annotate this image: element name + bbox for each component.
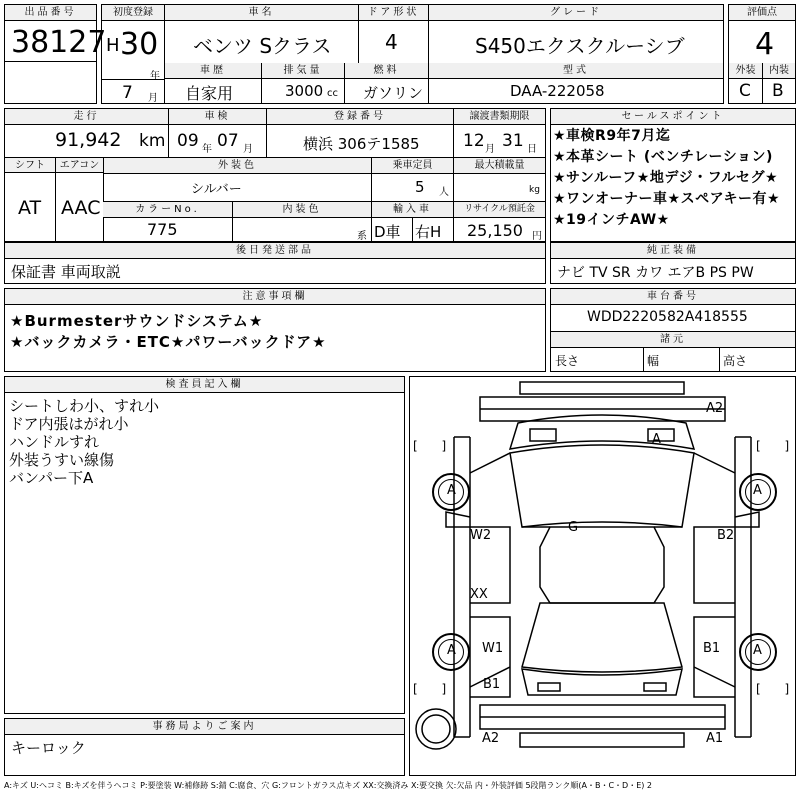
car-name: ベンツ Sクラス [193,34,332,58]
damage-right-rear-fender: B1 [703,641,721,656]
chassis-number: WDD2220582A418555 [587,309,748,325]
damage-hood: A [652,432,661,447]
note-line: ★バックカメラ・ETC★パワーバックドア★ [10,333,327,351]
displacement: 3000 [285,82,324,100]
int-color-unit: 系 [357,231,367,242]
transfer-day-unit: 日 [527,144,537,155]
sales-points-label: セールスポイント [551,109,795,125]
grade-label: グレード [428,5,723,21]
shift-label: シフト [5,158,55,173]
load-unit: kg [529,185,540,195]
damage-wheel-rear-right: A [753,643,762,658]
inspection-month-unit: 月 [243,144,253,155]
sales-point-line: ★本革シート (ベンチレーション) [553,149,773,165]
car-diagram [410,377,795,775]
plate-label: 登録番号 [266,109,453,125]
bracket-right-bottom: [ ] [756,682,800,696]
office-box [4,718,405,776]
inspector-box [4,376,405,714]
inspector-note: シートしわ小、すれ小 [9,397,160,415]
transfer-month-unit: 月 [485,144,495,155]
year-suffix: 年 [150,71,160,82]
recycle-unit: 円 [532,231,542,242]
car-diagram-box [409,376,800,776]
recycle-amount: 25,150 [467,221,523,240]
notes-label: 注意事項欄 [5,289,545,305]
int-grade: B [772,81,784,101]
parts-box [4,242,546,284]
equipment-label: 純正装備 [551,243,795,259]
chassis-box [550,288,796,372]
damage-front-bumper: A2 [706,401,724,416]
ext-grade: C [739,81,751,101]
parts-value: 保証書 車両取説 [11,263,121,281]
inspection-year: 09 [177,131,199,151]
sales-point-line: ★19インチAW★ [553,212,670,228]
inspector-note: ハンドルすれ [9,433,100,451]
fuel: ガソリン [363,84,424,102]
load-label: 最大積載量 [453,158,545,174]
door-count: 4 [385,30,398,54]
capacity: 5 [415,178,425,196]
month-suffix: 月 [148,93,158,104]
length-label: 長さ [555,354,580,368]
mileage: 91,942 [55,129,122,151]
damage-left-front-door: W2 [470,528,492,543]
sales-point-line: ★ワンオーナー車★スペアキー有★ [553,191,781,207]
first-registration-box [101,4,165,104]
damage-rear-bumper-right: A1 [706,731,724,746]
height-label: 高さ [723,354,748,368]
mileage-label: 走行 [5,109,168,125]
inspector-note: 外装うすい線傷 [9,451,115,469]
bracket-left-top: [ ] [413,439,457,453]
spec-label: 諸元 [551,332,795,348]
transfer-month: 12 [463,131,485,151]
inspection-year-unit: 年 [202,144,212,155]
fuel-label: 燃料 [344,63,428,79]
color-no: 775 [147,220,178,239]
note-line: ★Burmesterサウンドシステム★ [10,312,264,330]
transfer-day: 31 [502,131,524,151]
first-registration-label: 初度登録 [102,5,164,21]
damage-left-rear-quarter: B1 [483,677,501,692]
parts-label: 後日発送部品 [5,243,545,259]
equipment-value: ナビ TV SR カワ エアB PS PW [557,265,754,281]
history: 自家用 [185,84,234,103]
score-box [728,4,796,104]
import-side: 右H [415,223,442,241]
damage-wheel-rear-left: A [447,643,456,658]
sales-points-box [550,108,796,242]
displacement-label: 排気量 [261,63,344,79]
notes-list [10,311,327,353]
inspector-label: 検査員記入欄 [5,377,404,393]
damage-right-front-door: B2 [717,528,735,543]
shift: AT [18,197,42,219]
office-label: 事務局よりご案内 [5,719,404,735]
era: H [106,35,120,56]
ac: AAC [61,197,101,219]
lot-blank-box [4,61,97,104]
displacement-unit: cc [327,88,338,99]
ac-label: エアコン [55,158,103,173]
inspector-note: バンパー下A [9,469,94,487]
import-label: 輸入車 [371,202,453,218]
sales-point-line: ★車検R9年7月迄 [553,128,671,144]
legend: A:キズ U:ヘコミ B:キズを伴うヘコミ P:要塗装 W:補修跡 S:錆 C:腐食、穴 G:フロントガラス点キズ XX:交換済み X:要交換 欠:欠品 内・外装評価 5段階ランク順(A・B・C・D・E) 2 [4,781,653,790]
sales-points-list [553,126,795,231]
damage-left-rear-door: XX [470,587,488,602]
capacity-label: 乗車定員 [371,158,453,174]
history-label: 車歴 [165,63,261,79]
capacity-unit: 人 [439,187,449,198]
sales-point-line: ★サンルーフ★地デジ・フルセグ★ [553,170,779,186]
office-value: キーロック [11,739,86,757]
lot-number-label: 出品番号 [5,5,96,21]
damage-rear-bumper-left: A2 [482,731,500,746]
damage-wheel-front-left: A [447,483,456,498]
inspector-notes [9,397,159,487]
ext-color-label: 外装色 [103,158,371,174]
damage-windshield: G [568,520,579,535]
model: DAA-222058 [510,82,605,100]
bracket-right-top: [ ] [756,439,800,453]
score-label: 評価点 [729,5,795,21]
lot-number-box [4,4,107,62]
width-label: 幅 [647,354,660,368]
inspector-note: ドア内張はがれ小 [9,415,129,433]
notes-box [4,288,546,372]
model-label: 型式 [428,63,723,79]
damage-wheel-front-right: A [753,483,762,498]
inspection-label: 車検 [168,109,266,125]
plate-number: 横浜 306テ1585 [303,135,420,153]
ext-grade-label: 外装 [729,63,762,79]
transfer-label: 譲渡書類期限 [453,109,545,125]
lot-number: 38127 [11,25,107,60]
mileage-unit: km [139,131,166,151]
details-box [4,108,546,242]
car-name-label: 車名 [165,5,358,21]
first-registration-year: 30 [120,27,159,62]
grade: S450エクスクルーシブ [475,34,685,58]
color-no-label: カラーNo. [103,202,232,218]
damage-left-rear-fender: W1 [482,641,504,656]
vehicle-info-box [164,4,724,104]
bracket-left-bottom: [ ] [413,682,457,696]
ext-color: シルバー [191,182,242,197]
equipment-box [550,242,796,284]
score: 4 [755,27,775,62]
int-color-label: 内装色 [232,202,371,218]
recycle-label: リサイクル預託金 [453,202,545,218]
door-label: ドア形状 [358,5,428,21]
chassis-label: 車台番号 [551,289,795,305]
int-grade-label: 内装 [762,63,795,79]
inspection-month: 07 [217,131,239,151]
import-drive: D車 [374,223,401,241]
first-registration-month: 7 [122,83,133,103]
